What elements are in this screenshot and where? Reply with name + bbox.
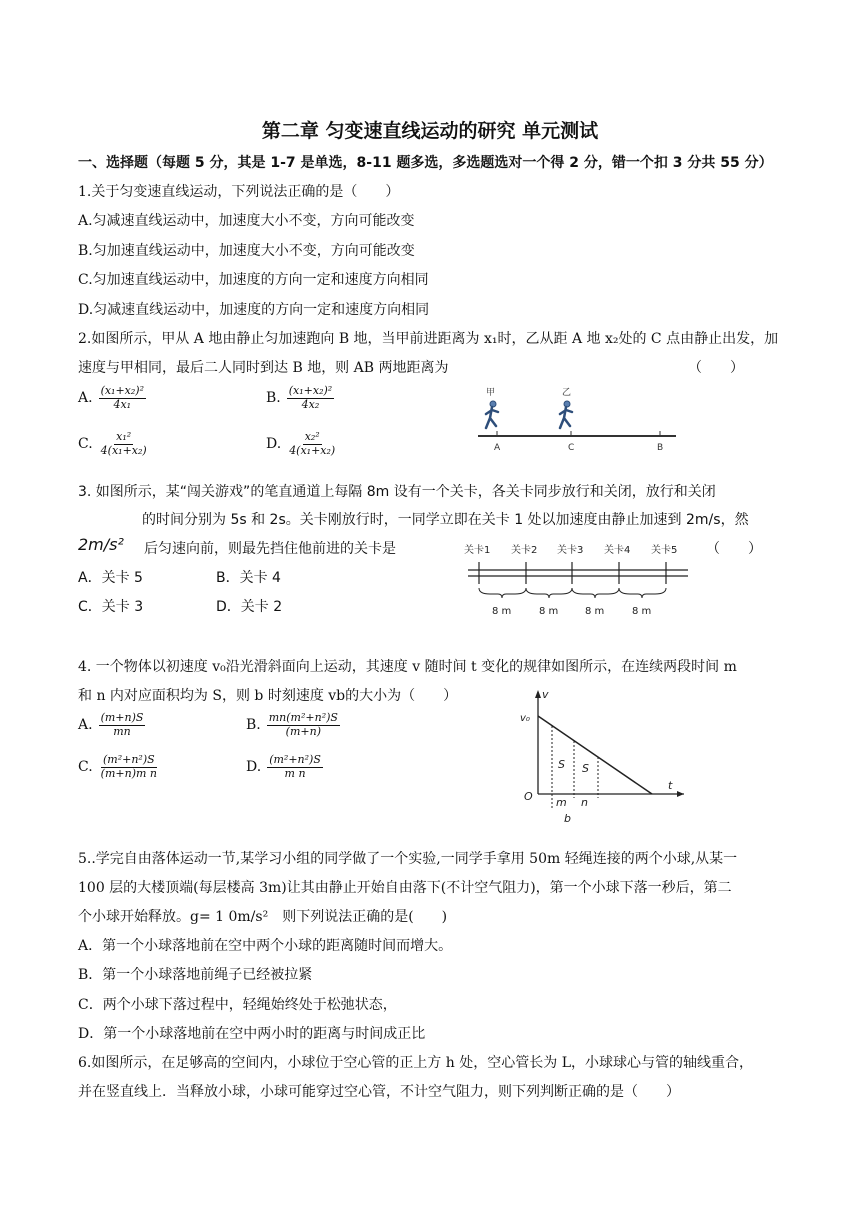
q4-option-a-fraction (99, 712, 146, 738)
section-heading: 一、选择题（每题 5 分，其是 1-7 是单选，8-11 题多选，多选题选对一个得 2 分，错一个扣 3 分共 55 分） (78, 155, 773, 171)
interval-m-label: m (556, 796, 567, 809)
gate-2-label: 关卡2 (511, 545, 538, 556)
origin-label: O (524, 790, 533, 803)
q2-option-c (78, 431, 149, 457)
q1-option-d: D.匀减速直线运动中，加速度的方向一定和速度方向相同 (78, 302, 430, 318)
gate-4-label: 关卡4 (604, 545, 631, 556)
area-s-label-2: S (582, 762, 589, 775)
q2-option-d-label: D. (266, 436, 282, 453)
q5-line-3: 个小球开始释放。g= 1 0m/s² 则下列说法正确的是( ) (78, 909, 448, 925)
area-s-label-1: S (558, 758, 565, 771)
q3-option-c: C．关卡 3 (78, 599, 144, 615)
q3-option-a: A．关卡 5 (78, 570, 143, 586)
q4-option-c-fraction (99, 754, 159, 780)
q3-gates-figure (462, 540, 694, 620)
fraction-numerator: (m²+n²)S (269, 753, 321, 766)
q2-option-c-fraction (99, 431, 149, 457)
gate-1-label: 关卡1 (464, 545, 491, 556)
q4-option-b-label: B. (246, 717, 261, 734)
q2-option-b-label: B. (266, 390, 281, 407)
fraction-denominator: m n (284, 766, 306, 780)
spacing-label-3: 8 m (585, 606, 605, 617)
q4-vt-graph (518, 686, 692, 826)
fraction-numerator: (x₁+x₂)² (100, 384, 144, 397)
fraction-denominator: 4x₂ (301, 397, 320, 411)
fraction-denominator: 4x₁ (113, 397, 132, 411)
q5-option-c: C．两个小球下落过程中，轻绳始终处于松弛状态， (78, 997, 397, 1013)
label-jia: 甲 (486, 388, 496, 398)
v-axis-label: v (542, 688, 549, 701)
q3-acceleration-value: 2m/s² (78, 535, 124, 554)
fraction-denominator: 4(x₁+x₂) (100, 443, 147, 457)
q2-option-d-fraction (287, 431, 337, 457)
fraction-numerator: x₂² (304, 430, 320, 443)
q5-line-1: 5..学完自由落体运动一节,某学习小组的同学做了一个实验,一同学手拿用 50m 轻绳连接的两个小球,从某一 (78, 851, 738, 867)
q3-option-b: B．关卡 4 (216, 570, 281, 586)
label-yi: 乙 (562, 388, 572, 398)
q2-option-a-fraction (99, 385, 146, 411)
fraction-numerator: (x₁+x₂)² (288, 384, 333, 397)
q4-option-d-fraction (267, 754, 323, 780)
q2-option-a-label: A. (78, 390, 93, 407)
q1-option-a: A.匀减速直线运动中，加速度大小不变，方向可能改变 (78, 213, 415, 229)
q2-line-1: 2.如图所示，甲从 A 地由静止匀加速跑向 B 地，当甲前进距离为 x₁时，乙从距 A 地 x₂处的 C 点由静止出发，加 (78, 331, 779, 347)
q1-option-b: B.匀加速直线运动中，加速度大小不变，方向可能改变 (78, 243, 415, 259)
point-a-label: A (494, 443, 501, 453)
brace-1 (479, 588, 526, 598)
q5-option-b: B．第一个小球落地前绳子已经被拉紧 (78, 967, 313, 983)
velocity-line (538, 716, 652, 794)
t-axis-arrow-icon (677, 791, 684, 797)
q4-option-c (78, 754, 159, 780)
q1-stem: 1.关于匀变速直线运动，下列说法正确的是（ ） (78, 184, 400, 200)
fraction-numerator: (m²+n²)S (103, 753, 155, 766)
q4-option-a (78, 712, 145, 738)
point-b-label: B (657, 443, 664, 453)
q5-option-a: A．第一个小球落地前在空中两个小球的距离随时间而增大。 (78, 938, 453, 954)
q4-option-a-label: A. (78, 717, 93, 734)
spacing-label-2: 8 m (539, 606, 559, 617)
q4-line-1: 4. 一个物体以初速度 v₀沿光滑斜面向上运动，其速度 v 随时间 t 变化的规律如图所示，在连续两段时间 m (78, 659, 737, 675)
q4-option-b (246, 712, 340, 738)
spacing-label-1: 8 m (492, 606, 512, 617)
q3-line-3: 后匀速向前，则最先挡住他前进的关卡是 (144, 541, 396, 557)
q2-line-2: 速度与甲相同，最后二人同时到达 B 地，则 AB 两地距离为 (78, 360, 449, 376)
brace-4 (619, 588, 666, 598)
gate-3-label: 关卡3 (557, 545, 584, 556)
time-b-label: b (564, 812, 571, 825)
v-axis-arrow-icon (535, 690, 541, 698)
q3-line-2: 的时间分别为 5s 和 2s。关卡刚放行时，一同学立即在关卡 1 处以加速度由静止加速到 2m/s，然 (142, 512, 749, 528)
q2-option-b-fraction (287, 385, 334, 411)
q4-line-2: 和 n 内对应面积均为 S，则 b 时刻速度 vb的大小为（ ） (78, 688, 458, 704)
q6-line-2: 并在竖直线上．当释放小球，小球可能穿过空心管，不计空气阻力，则下列判断正确的是（ ） (78, 1084, 680, 1100)
q4-option-d (246, 754, 323, 780)
q1-option-c: C.匀加速直线运动中，加速度的方向一定和速度方向相同 (78, 272, 429, 288)
q3-answer-paren: （ ） (706, 541, 762, 557)
q2-option-a (78, 385, 146, 411)
runner-yi-icon (560, 401, 572, 428)
interval-n-label: n (581, 796, 588, 809)
t-axis-label: t (668, 779, 673, 792)
fraction-numerator: mn(m²+n²)S (268, 711, 338, 724)
q4-option-d-label: D. (246, 759, 262, 776)
fraction-denominator: mn (113, 724, 131, 738)
fraction-numerator: (m+n)S (100, 711, 144, 724)
q4-option-c-label: C. (78, 759, 93, 776)
runner-jia-icon (486, 401, 498, 428)
q2-option-c-label: C. (78, 436, 93, 453)
q3-option-d: D．关卡 2 (216, 599, 283, 615)
q2-answer-paren: （ ） (688, 360, 744, 376)
fraction-numerator: x₁² (116, 430, 132, 443)
brace-3 (572, 588, 619, 598)
q2-option-b (266, 385, 334, 411)
q2-runners-figure (474, 384, 680, 456)
fraction-denominator: 4(x₁+x₂) (289, 443, 336, 457)
fraction-denominator: (m+n) (285, 724, 321, 738)
q5-option-d: D．第一个小球落地前在空中两小时的距离与时间成正比 (78, 1026, 426, 1042)
q3-line-1: 3. 如图所示，某“闯关游戏”的笔直通道上每隔 8m 设有一个关卡，各关卡同步放行和关闭，放行和关闭 (78, 484, 716, 500)
spacing-label-4: 8 m (632, 606, 652, 617)
q6-line-1: 6.如图所示，在足够高的空间内，小球位于空心管的正上方 h 处，空心管长为 L，小球球心与管的轴线重合， (78, 1055, 754, 1071)
v0-label: v₀ (520, 713, 530, 724)
point-c-label: C (568, 443, 575, 453)
gate-5-label: 关卡5 (651, 545, 678, 556)
brace-2 (526, 588, 572, 598)
page-title: 第二章 匀变速直线运动的研究 单元测试 (261, 120, 599, 142)
q2-option-d (266, 431, 337, 457)
fraction-denominator: (m+n)m n (100, 766, 157, 780)
q4-option-b-fraction (267, 712, 340, 738)
q5-line-2: 100 层的大楼顶端(每层楼高 3m)让其由静止开始自由落下(不计空气阻力)，第一个小球下落一秒后，第二 (78, 880, 732, 896)
